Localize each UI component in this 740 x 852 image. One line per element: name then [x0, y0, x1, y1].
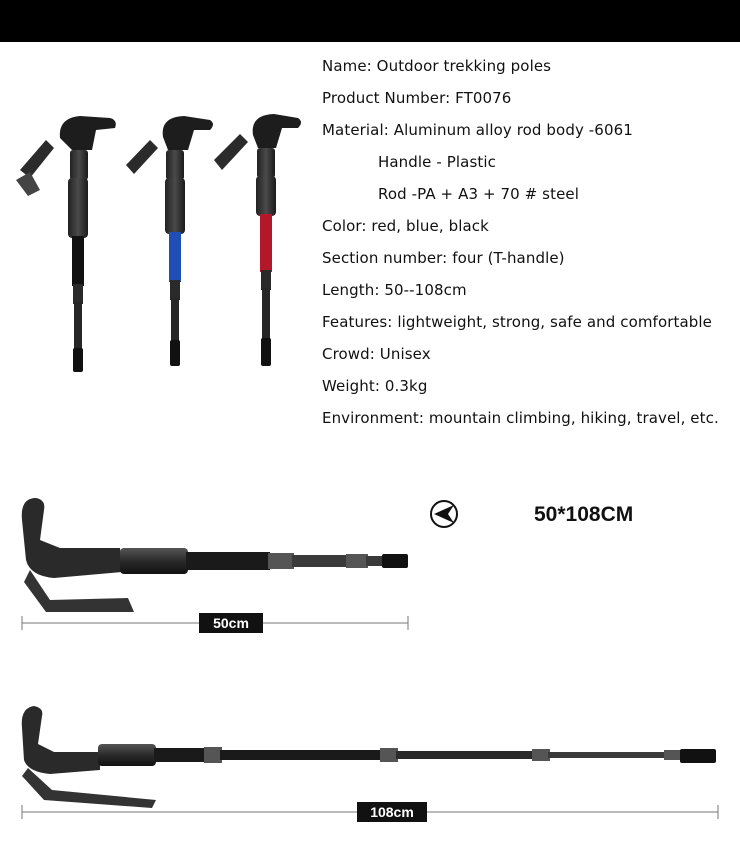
- spec-line: Name: Outdoor trekking poles: [322, 57, 552, 75]
- pole-extended: [22, 706, 716, 808]
- size-title: 50*108CM: [534, 503, 634, 526]
- spec-line: Handle - Plastic: [378, 153, 496, 171]
- pole-black: [16, 116, 116, 372]
- length-label-extended: 108cm: [357, 802, 427, 822]
- pole-collapsed: [22, 498, 408, 612]
- spec-line: Length: 50--108cm: [322, 281, 467, 299]
- spec-line: Color: red, blue, black: [322, 217, 489, 235]
- spec-list: [322, 50, 737, 434]
- spec-line: Material: Aluminum alloy rod body -6061: [322, 121, 633, 139]
- spec-line: Features: lightweight, strong, safe and comfortable: [322, 313, 712, 331]
- spec-line: Rod -PA + A3 + 70 # steel: [378, 185, 580, 203]
- spec-line: Section number: four (T-handle): [322, 249, 565, 267]
- spec-line: Weight: 0.3kg: [322, 377, 428, 395]
- spec-line: Crowd: Unisex: [322, 345, 431, 363]
- pole-red: [214, 114, 301, 366]
- length-label-collapsed: 50cm: [199, 613, 263, 633]
- spec-line: Product Number: FT0076: [322, 89, 512, 107]
- spec-line: Environment: mountain climbing, hiking, travel, etc.: [322, 409, 719, 427]
- arrow-left-icon: [431, 501, 457, 527]
- pole-blue: [126, 116, 213, 366]
